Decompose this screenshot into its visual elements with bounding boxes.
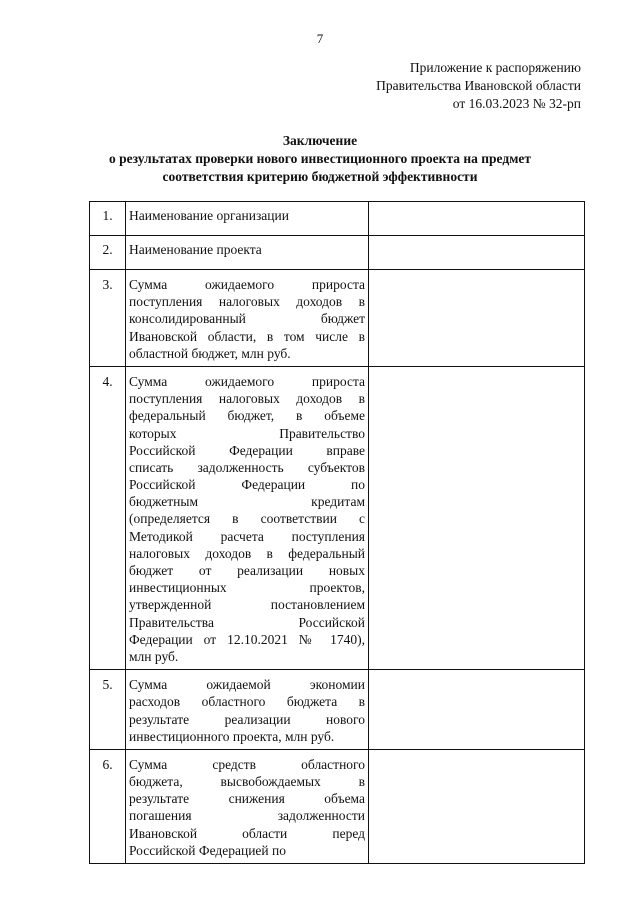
description-line: Сумма ожидаемого прироста — [129, 373, 365, 389]
heading-subtitle-1: о результатах проверки нового инвестиционного проекта на предмет — [108, 151, 532, 166]
description-line: млн руб. — [129, 648, 179, 664]
description-line: Сумма ожидаемой экономии — [129, 677, 365, 693]
document-heading — [60, 132, 580, 186]
description-line: бюджет от реализации новых — [129, 563, 365, 578]
description-line: областной бюджет, млн руб. — [129, 345, 291, 361]
description-line: поступления налоговых доходов в — [129, 294, 365, 310]
page-number: 7 — [316, 31, 324, 46]
row-description — [126, 202, 369, 236]
row-description — [126, 236, 369, 270]
description-line: федеральный бюджет, в объеме — [129, 408, 365, 424]
heading-subtitle-2: соответствия критерию бюджетной эффективности — [162, 169, 478, 184]
description-line: утвержденной постановлением — [129, 597, 365, 613]
row-value-cell — [369, 749, 585, 863]
row-description — [126, 670, 369, 750]
description-line: которых Правительство — [129, 425, 365, 441]
description-line: бюджетным кредитам — [129, 494, 365, 510]
conclusion-table — [89, 201, 585, 864]
table-row — [90, 670, 585, 750]
row-value-cell — [369, 202, 585, 236]
table-row — [90, 270, 585, 367]
description-line: Правительства Российской — [129, 614, 365, 630]
conclusion-table-body — [90, 202, 585, 864]
row-value-cell — [369, 270, 585, 367]
appendix-line-2: Правительства Ивановской области — [376, 78, 581, 93]
appendix-line-1: Приложение к распоряжению — [409, 60, 581, 75]
table-row — [90, 749, 585, 863]
row-value-cell — [369, 366, 585, 669]
row-description — [126, 749, 369, 863]
row-number: 2. — [90, 236, 126, 270]
table-row — [90, 202, 585, 236]
description-line: Российской Федерацией по — [129, 842, 287, 858]
row-description — [126, 366, 369, 669]
description-line: Ивановской области, в том числе в — [129, 328, 365, 344]
row-number: 1. — [90, 202, 126, 236]
description-line: бюджета, высвобождаемых в — [129, 774, 365, 790]
description-line: Сумма средств областного — [129, 756, 365, 772]
appendix-header — [376, 59, 581, 113]
description-line: инвестиционных проектов, — [129, 580, 365, 596]
row-number: 6. — [90, 749, 126, 863]
description-line: Ивановской области перед — [129, 825, 365, 841]
description-line: результате снижения объема — [129, 791, 365, 807]
row-value-cell — [369, 670, 585, 750]
row-number: 3. — [90, 270, 126, 367]
row-number: 5. — [90, 670, 126, 750]
row-number: 4. — [90, 366, 126, 669]
row-description — [126, 270, 369, 367]
description-line: погашения задолженности — [129, 808, 365, 824]
description-line: инвестиционного проекта, млн руб. — [129, 728, 335, 744]
description-line: Российской Федерации вправе — [129, 442, 365, 458]
description-line: Федерации от 12.10.2021 № 1740), — [129, 631, 365, 647]
description-line: Сумма ожидаемого прироста — [129, 277, 365, 292]
description-line: списать задолженность субъектов — [129, 459, 365, 475]
table-row — [90, 366, 585, 669]
row-value-cell — [369, 236, 585, 270]
description-line: поступления налоговых доходов в — [129, 391, 365, 407]
description-line: налоговых доходов в федеральный — [129, 545, 365, 561]
description-line: консолидированный бюджет — [129, 311, 365, 327]
description-line: результате реализации нового — [129, 711, 365, 727]
description-line: Наименование проекта — [129, 242, 262, 257]
appendix-line-3: от 16.03.2023 № 32-рп — [452, 96, 581, 111]
description-line: Наименование организации — [129, 208, 289, 223]
description-line: (определяется в соответствии с — [129, 511, 365, 527]
table-row — [90, 236, 585, 270]
description-line: Российской Федерации по — [129, 477, 365, 493]
heading-title: Заключение — [282, 133, 358, 148]
description-line: Методикой расчета поступления — [129, 528, 365, 544]
description-line: расходов областного бюджета в — [129, 694, 365, 710]
